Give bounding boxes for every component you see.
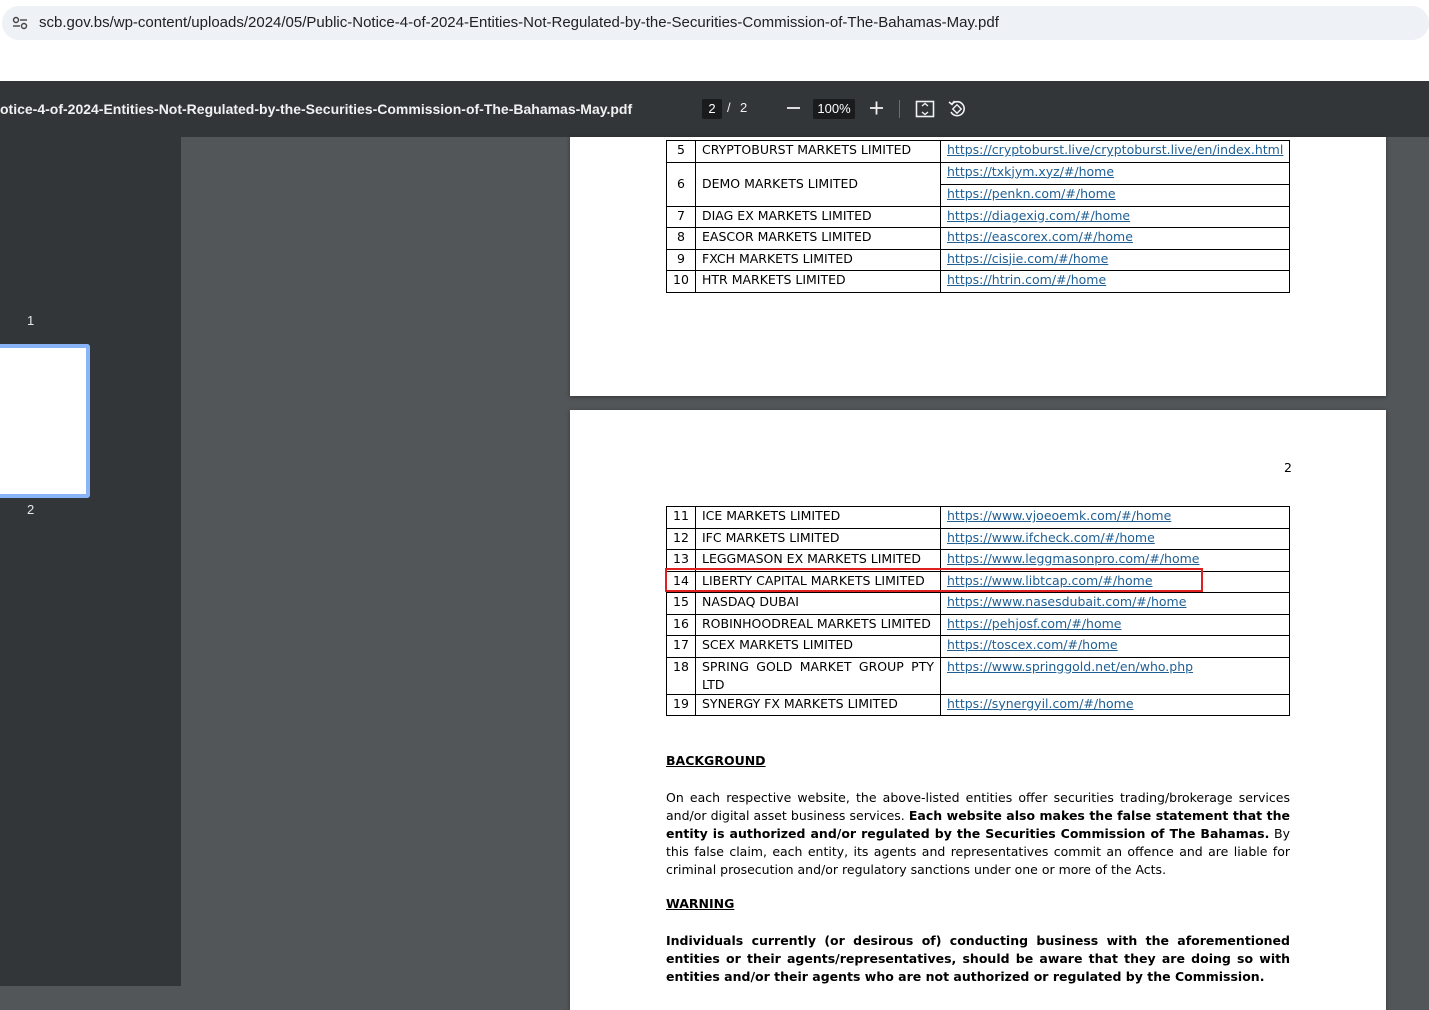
entities-table-page1 (666, 140, 1290, 293)
row-number: 11 (667, 507, 696, 529)
url-text[interactable]: scb.gov.bs/wp-content/uploads/2024/05/Public-Notice-4-of-2024-Entities-Not-Regulated-by-the-Securities-Commission-of-The-Bahamas-May.pdf (39, 14, 999, 31)
entity-link[interactable]: https://htrin.com/#/home (947, 272, 1107, 287)
address-bar[interactable] (2, 6, 1429, 40)
toolbar-divider (899, 100, 900, 118)
current-page-input[interactable]: 2 (702, 99, 722, 119)
site-settings-icon[interactable] (12, 16, 28, 30)
entity-name: DEMO MARKETS LIMITED (696, 162, 941, 206)
thumbnail-label-2: 2 (27, 502, 35, 517)
table-row (667, 694, 1290, 716)
row-number: 6 (667, 162, 696, 206)
entity-name: SPRING GOLD MARKET GROUP PTY LTD (696, 657, 941, 694)
entity-link[interactable]: https://www.springgold.net/en/who.php (947, 658, 1194, 674)
entity-link[interactable]: https://www.vjoeoemk.com/#/home (947, 508, 1172, 523)
entity-link[interactable]: https://txkjym.xyz/#/home (947, 163, 1115, 179)
table-row (667, 228, 1290, 250)
entity-name: DIAG EX MARKETS LIMITED (696, 206, 941, 228)
row-number: 10 (667, 271, 696, 293)
browser-address-area (0, 0, 1429, 81)
table-row (667, 636, 1290, 658)
zoom-out-icon[interactable] (783, 97, 805, 119)
pdf-page-1 (570, 137, 1386, 396)
entity-name: SCEX MARKETS LIMITED (696, 636, 941, 658)
entity-link[interactable]: https://www.ifcheck.com/#/home (947, 529, 1155, 545)
table-row (667, 162, 1290, 206)
pdf-page-2 (570, 410, 1386, 1010)
entity-name: ROBINHOODREAL MARKETS LIMITED (696, 614, 941, 636)
entity-link[interactable]: https://www.nasesdubait.com/#/home (947, 594, 1187, 609)
entity-link[interactable]: https://cryptoburst.live/cryptoburst.live/en/index.html (947, 142, 1284, 157)
table-row (667, 507, 1290, 529)
entity-link[interactable]: https://www.libtcap.com/#/home (947, 572, 1153, 588)
document-title: otice-4-of-2024-Entities-Not-Regulated-by-the-Securities-Commission-of-The-Bahamas-May.pdf (0, 101, 633, 117)
entity-name: SYNERGY FX MARKETS LIMITED (696, 694, 941, 716)
row-number: 18 (667, 657, 696, 694)
row-number: 12 (667, 528, 696, 550)
entity-name: FXCH MARKETS LIMITED (696, 249, 941, 271)
thumbnail-page-2[interactable] (0, 344, 90, 498)
table-row (667, 614, 1290, 636)
zoom-level-input[interactable]: 100% (813, 99, 855, 119)
row-number: 8 (667, 228, 696, 250)
zoom-in-icon[interactable] (866, 97, 888, 119)
table-row (667, 206, 1290, 228)
row-number: 5 (667, 141, 696, 163)
table-row (667, 593, 1290, 615)
entity-link[interactable]: https://diagexig.com/#/home (947, 207, 1131, 223)
table-row (667, 528, 1290, 550)
entity-link[interactable]: https://pehjosf.com/#/home (947, 615, 1122, 631)
fit-to-page-icon[interactable] (914, 98, 936, 120)
entity-link[interactable]: https://eascorex.com/#/home (947, 229, 1133, 244)
row-number: 14 (667, 571, 696, 593)
entity-name: LIBERTY CAPITAL MARKETS LIMITED (696, 571, 941, 593)
warning-heading: WARNING (666, 896, 735, 911)
table-row (667, 271, 1290, 293)
entity-name: HTR MARKETS LIMITED (696, 271, 941, 293)
row-number: 9 (667, 249, 696, 271)
table-row (667, 657, 1290, 694)
page-separator: / (727, 100, 731, 115)
table-row (667, 249, 1290, 271)
row-number: 7 (667, 206, 696, 228)
background-text: By this false claim, each entity, its agents and representatives commit an offence and are liable for criminal prosecution and/or regulatory sanctions under one or more of the Acts. (666, 826, 1290, 877)
entity-link[interactable]: https://cisjie.com/#/home (947, 250, 1109, 266)
background-text-bold: Each website also makes the false statement that the entity is authorized and/or regulated by the Securities Commission of The Bahamas. (666, 808, 1290, 841)
background-heading: BACKGROUND (666, 753, 766, 768)
warning-paragraph: Individuals currently (or desirous of) conducting business with the aforementioned entities or their agents/representatives, should be aware that they are doing so with entities and/or their agents who are not authorized or regulated by the Commission. (666, 933, 1290, 984)
row-number: 19 (667, 694, 696, 716)
entity-name: IFC MARKETS LIMITED (696, 528, 941, 550)
background-paragraph (666, 789, 1290, 879)
row-number: 17 (667, 636, 696, 658)
highlight-box (665, 568, 1203, 592)
background-text: On each respective website, the above-listed entities offer securities trading/brokerage services and/or digital asset business services. (666, 790, 1290, 823)
pdf-toolbar (0, 81, 1429, 137)
entity-name: LEGGMASON EX MARKETS LIMITED (696, 550, 941, 572)
thumbnail-label-1: 1 (27, 313, 35, 328)
row-number: 16 (667, 614, 696, 636)
thumbnail-sidebar (0, 137, 181, 986)
entity-link[interactable]: https://toscex.com/#/home (947, 637, 1118, 652)
entity-link[interactable]: https://synergyil.com/#/home (947, 695, 1134, 711)
page-number: 2 (1284, 460, 1292, 475)
entity-link[interactable]: https://penkn.com/#/home (947, 185, 1116, 201)
entities-table-page2 (666, 506, 1290, 716)
rotate-icon[interactable] (946, 98, 968, 120)
entity-link[interactable]: https://www.leggmasonpro.com/#/home (947, 551, 1200, 566)
entity-name: CRYPTOBURST MARKETS LIMITED (696, 141, 941, 163)
entity-name: NASDAQ DUBAI (696, 593, 941, 615)
entity-name: ICE MARKETS LIMITED (696, 507, 941, 529)
table-row (667, 141, 1290, 163)
row-number: 13 (667, 550, 696, 572)
total-pages: 2 (740, 100, 748, 115)
row-number: 15 (667, 593, 696, 615)
entity-name: EASCOR MARKETS LIMITED (696, 228, 941, 250)
